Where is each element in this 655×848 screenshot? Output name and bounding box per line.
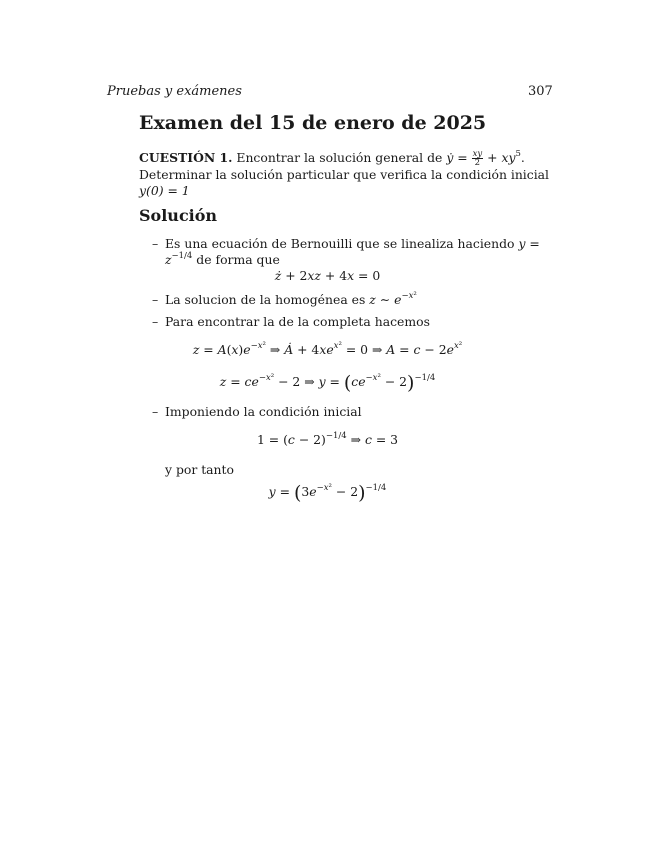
solution-heading: Solución bbox=[139, 206, 218, 225]
question-text-after: . Determinar la solución particular que verifica la condición inicial bbox=[139, 150, 550, 182]
step-1-text: Es una ecuación de Bernouilli que se linealiza haciendo bbox=[165, 236, 515, 251]
step-2-text: La solucion de la homogénea es bbox=[165, 292, 366, 307]
equation-linear: ż + 2xz + 4x = 0 bbox=[274, 268, 381, 283]
equation-general: $z = ce^{-x^2} - 2$ ⇒ $y = (ce^{-x^2} - 2)^{-1/4}$ bbox=[219, 372, 436, 394]
equation-particular: $y = (3e^{-x^2} - 2)^{-1/4}$ bbox=[268, 482, 387, 504]
homogeneous-solution: z ∼ $e^{-x^2}$ bbox=[369, 291, 417, 307]
substitution: $y = z^{-1/4}$ bbox=[165, 236, 540, 267]
page-number: 307 bbox=[528, 84, 553, 99]
bullet-dash: – bbox=[152, 314, 159, 329]
exam-title: Examen del 15 de enero de 2025 bbox=[139, 112, 487, 134]
question-label: CUESTIÓN 1. bbox=[139, 150, 233, 165]
bullet-dash: – bbox=[152, 236, 159, 251]
step-3: Para encontrar la de la completa hacemos bbox=[165, 314, 430, 329]
question-ode: ẏ = $\frac{xy}{2}$ + $xy^5$ bbox=[446, 149, 521, 168]
equation-constant: $1 = (c - 2)^{-1/4}$ ⇒ c = 3 bbox=[256, 431, 399, 447]
question-text-before: Encontrar la solución general de bbox=[236, 150, 443, 165]
initial-condition: y(0) = 1 bbox=[139, 183, 190, 198]
bullet-dash: – bbox=[152, 404, 159, 419]
step-4: Imponiendo la condición inicial bbox=[165, 404, 362, 419]
question-block bbox=[139, 150, 559, 199]
step-5: y por tanto bbox=[165, 462, 234, 477]
running-header: Pruebas y exámenes bbox=[107, 84, 242, 99]
step-1-end: de forma que bbox=[196, 252, 280, 267]
step-1 bbox=[165, 236, 560, 268]
bullet-dash: – bbox=[152, 292, 159, 307]
step-2 bbox=[165, 292, 417, 308]
equation-variation: $z = A(x)e^{-x^2}$ ⇒ Ȧ + $4xe^{x^2} = 0$ ⇒ $A = c - 2e^{x^2}$ bbox=[192, 341, 463, 357]
